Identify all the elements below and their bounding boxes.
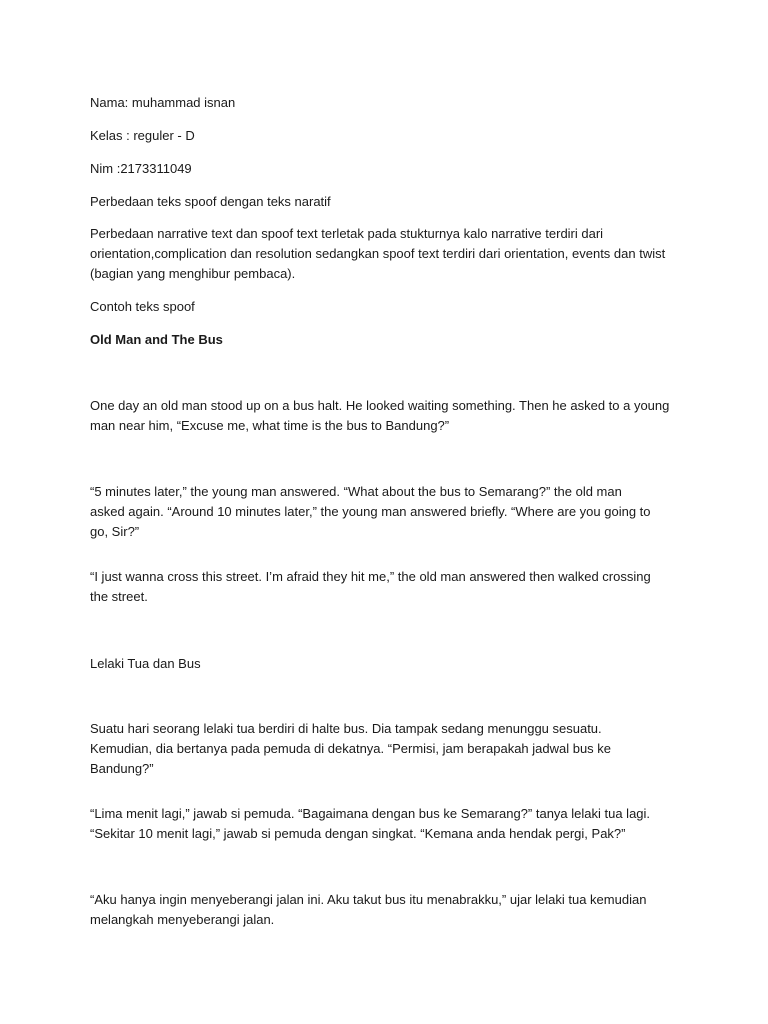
student-class: Kelas : reguler - D (90, 128, 195, 143)
example-heading: Contoh teks spoof (90, 299, 195, 314)
story-title-id: Lelaki Tua dan Bus (90, 656, 201, 671)
story-id-paragraph-3: “Aku hanya ingin menyeberangi jalan ini. Aku takut bus itu menabrakku,” ujar lelaki tua kemudian melangkah menyeberangi jalan. (90, 892, 647, 927)
story-title-en: Old Man and The Bus (90, 332, 223, 347)
student-name: Nama: muhammad isnan (90, 95, 236, 110)
story-id-paragraph-1: Suatu hari seorang lelaki tua berdiri di halte bus. Dia tampak sedang menunggu sesuatu. Kemudian, dia bertanya pada pemuda di dekatnya. “Permisi, jam berapakah jadwal bus ke Bandung?” (90, 721, 612, 776)
story-en-paragraph-2: “5 minutes later,” the young man answered. “What about the bus to Semarang?” the old man asked again. “Around 10 minutes later,” the young man answered briefly. “Where are you going to go, Sir?” (90, 484, 651, 539)
student-nim: Nim :2173311049 (90, 161, 192, 176)
story-en-paragraph-3: “I just wanna cross this street. I’m afraid they hit me,” the old man answered then walked crossing the street. (90, 569, 651, 604)
explanation-paragraph: Perbedaan narrative text dan spoof text terletak pada stukturnya kalo narrative terdiri dari orientation,complication dan resolution sedangkan spoof text terdiri dari orientation, events dan twist (bagian yang menghibur pembaca). (90, 226, 666, 281)
story-id-paragraph-2: “Lima menit lagi,” jawab si pemuda. “Bagaimana dengan bus ke Semarang?” tanya lelaki tua lagi. “Sekitar 10 menit lagi,” jawab si pemuda dengan singkat. “Kemana anda hendak pergi, Pak?” (90, 806, 651, 841)
subject-title: Perbedaan teks spoof dengan teks naratif (90, 194, 331, 209)
story-en-paragraph-1: One day an old man stood up on a bus halt. He looked waiting something. Then he asked to a young man near him, “Excuse me, what time is the bus to Bandung?” (90, 398, 670, 433)
